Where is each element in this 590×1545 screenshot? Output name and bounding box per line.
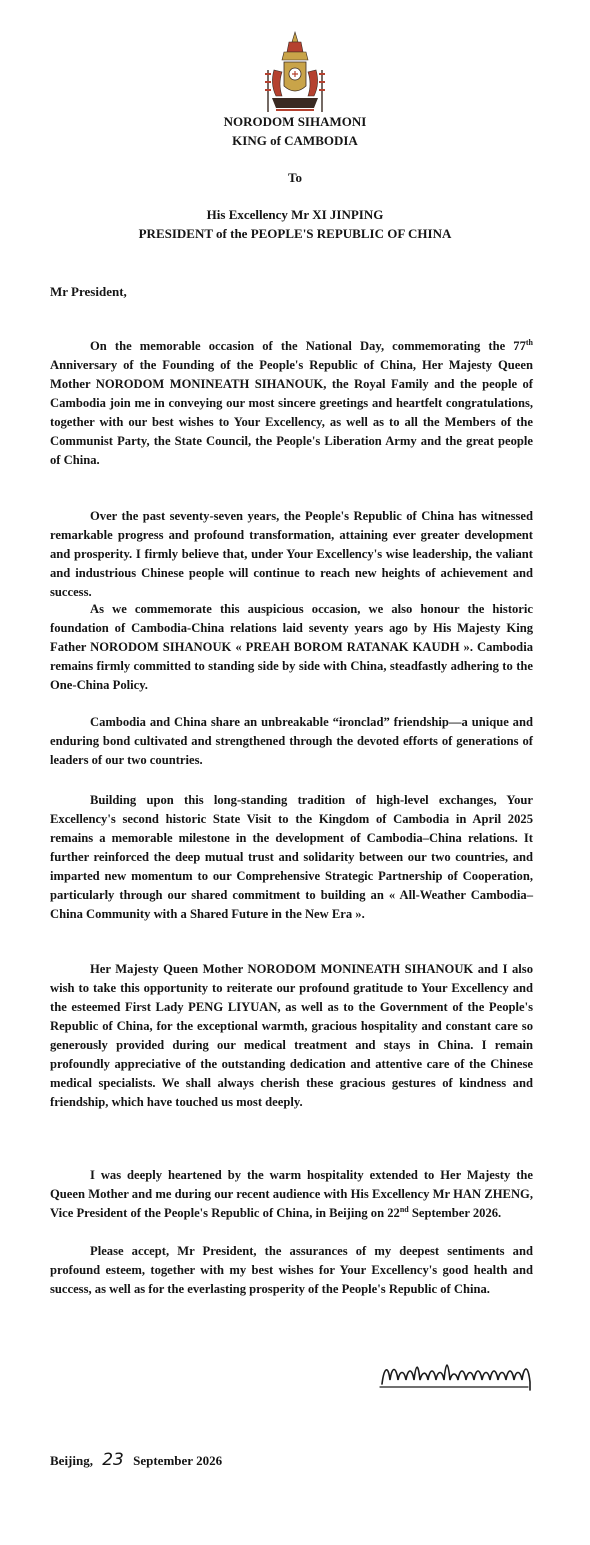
closing-day-handwritten: 23	[102, 1450, 124, 1470]
recipient-name: His Excellency Mr XI JINPING	[206, 207, 384, 222]
paragraph-3: As we commemorate this auspicious occasion, we also honour the historic foundation of Cambodia-China relations laid seventy years ago by His Majesty King Father NORODOM SIHANOUK « PREAH BOROM RATANAK KAUDH ». Cambodia remains firmly committed to standing side by side with China, steadfastly adhering to the One-China Policy.	[50, 602, 533, 692]
recipient-title: PRESIDENT of the PEOPLE'S REPUBLIC OF CHINA	[138, 226, 452, 241]
sender-name: NORODOM SIHAMONI	[223, 114, 367, 129]
paragraph-2: Over the past seventy-seven years, the People's Republic of China has witnessed remarkable progress and profound transformation, attaining ever greater development and prosperity. I firmly believe that, under Your Excellency's wise leadership, the valiant and industrious Chinese people will continue to reach new heights of achievement and success.	[50, 509, 533, 599]
closing-month-year: September 2026	[133, 1453, 223, 1468]
sender-title: KING of CAMBODIA	[232, 133, 358, 148]
signature-image	[378, 1354, 538, 1394]
paragraph-8: Please accept, Mr President, the assurances of my deepest sentiments and profound esteem, together with my best wishes for Your Excellency's good health and success, as well as for the everlasting prosperity of the People's Republic of China.	[50, 1244, 533, 1296]
closing-place: Beijing,	[50, 1453, 93, 1468]
royal-arms-icon	[262, 30, 328, 120]
salutation: Mr President,	[50, 284, 127, 299]
paragraph-1: On the memorable occasion of the National Day, commemorating the 77th Anniversary of the Founding of the People's Republic of China, Her Majesty Queen Mother NORODOM MONINEATH SIHANOUK, the Royal Family and the people of Cambodia join me in conveying our most sincere greetings and heartfelt congratulations, together with our best wishes to Your Excellency, as well as to all the Members of the Communist Party, the State Council, the People's Liberation Army and the great people of China.	[50, 337, 533, 467]
to-label: To	[288, 170, 302, 185]
paragraph-6: Her Majesty Queen Mother NORODOM MONINEATH SIHANOUK and I also wish to take this opportunity to reiterate our profound gratitude to Your Excellency and the esteemed First Lady PENG LIYUAN, as well as to the Government of the People's Republic of China, for the exceptional warmth, gracious hospitality and constant care so generously provided during our medical treatment and stays in China. I remain profoundly appreciative of the outstanding dedication and attentive care of the Chinese medical specialists. We shall always cherish these gracious gestures of kindness and friendship, which have touched us most deeply.	[50, 962, 533, 1109]
paragraph-7: I was deeply heartened by the warm hospitality extended to Her Majesty the Queen Mother and me during our recent audience with His Excellency Mr HAN ZHENG, Vice President of the People's Republic of China, in Beijing on 22nd September 2026.	[50, 1168, 533, 1220]
paragraph-5: Building upon this long-standing tradition of high-level exchanges, Your Excellency's second historic State Visit to the Kingdom of Cambodia in April 2025 remains a memorable milestone in the development of Cambodia–China relations. It further reinforced the deep mutual trust and solidarity between our two countries, and imparted new momentum to our Comprehensive Strategic Partnership of Cooperation, particularly through our shared commitment to building an « All-Weather Cambodia–China Community with a Shared Future in the New Era ».	[50, 793, 533, 921]
paragraph-4: Cambodia and China share an unbreakable “ironclad” friendship—a unique and enduring bond cultivated and strengthened through the devoted efforts of generations of leaders of our two countries.	[50, 715, 533, 767]
closing-date	[50, 1450, 222, 1470]
